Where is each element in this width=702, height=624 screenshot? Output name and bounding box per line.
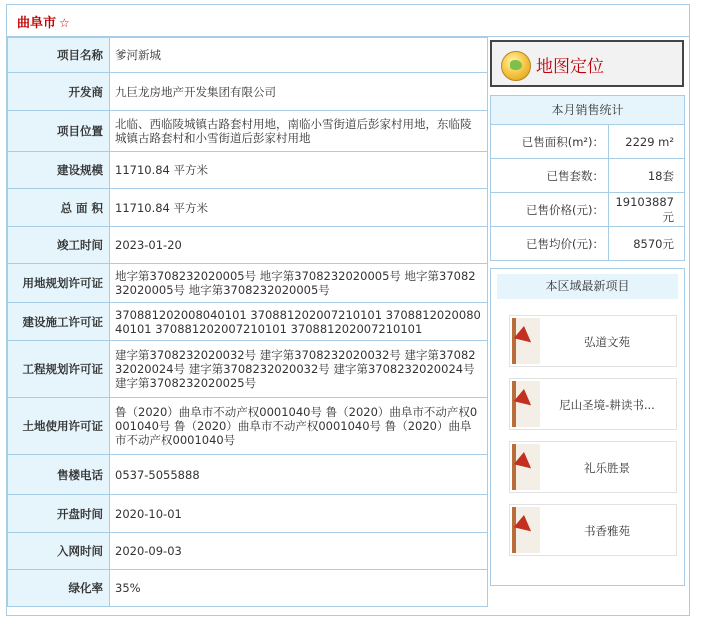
info-row (8, 495, 488, 533)
pointer-arrow-icon (514, 326, 537, 349)
info-value: 建字第3708232020032号 建字第3708232020032号 建字第3708232020024号 建字第3708232020032号 建字第3708232020024号 建字第3708232020025号 (110, 341, 488, 398)
map-locate-label: 地图定位 (536, 57, 604, 77)
info-value: 爹河新城 (110, 38, 488, 73)
recent-project-item[interactable] (509, 441, 677, 493)
info-value: 北临、西临陵城镇古路套村用地，南临小雪街道后彭家村用地，东临陵城镇古路套村和小雪街道后彭家村用地 (110, 111, 488, 152)
sales-value: 8570元 (609, 227, 685, 261)
monthly-sales-box (490, 95, 685, 261)
recent-title: 本区域最新项目 (497, 274, 678, 299)
recent-projects-box (490, 268, 685, 586)
info-label: 竣工时间 (8, 227, 110, 264)
pointer-arrow-icon (514, 452, 537, 475)
info-label: 绿化率 (8, 570, 110, 607)
favorite-star-icon[interactable]: ☆ (59, 16, 70, 30)
sales-row (491, 193, 684, 227)
sales-row (491, 227, 684, 261)
info-row (8, 227, 488, 264)
info-value: 370881202008040101 370881202007210101 370881202008040101 370881202007210101 370881202007210101 (110, 303, 488, 341)
sales-key: 已售均价(元)： (491, 227, 609, 261)
info-value: 11710.84 平方米 (110, 189, 488, 227)
project-thumbnail-icon (512, 381, 540, 427)
info-row (8, 73, 488, 111)
info-value: 0537-5055888 (110, 455, 488, 495)
info-value: 2023-01-20 (110, 227, 488, 264)
info-label: 开发商 (8, 73, 110, 111)
sales-row (491, 159, 684, 193)
info-row (8, 533, 488, 570)
panel-header (7, 5, 689, 37)
map-locate-button[interactable] (490, 40, 684, 87)
info-label: 入网时间 (8, 533, 110, 570)
info-label: 土地使用许可证 (8, 398, 110, 455)
info-value: 地字第3708232020005号 地字第3708232020005号 地字第3708232020005号 地字第3708232020005号 (110, 264, 488, 303)
sales-value: 2229 m² (625, 134, 674, 149)
info-label: 项目名称 (8, 38, 110, 73)
recent-project-item[interactable] (509, 378, 677, 430)
info-value: 2020-10-01 (110, 495, 488, 533)
info-label: 售楼电话 (8, 455, 110, 495)
info-value: 11710.84 平方米 (110, 152, 488, 189)
info-row (8, 152, 488, 189)
info-row (8, 38, 488, 73)
project-thumbnail-icon (512, 507, 540, 553)
project-detail-panel (6, 4, 690, 616)
info-row (8, 264, 488, 303)
sales-row (491, 125, 684, 159)
sales-value: 19103887元 (609, 193, 685, 227)
pointer-arrow-icon (514, 515, 537, 538)
project-info-table (7, 37, 488, 607)
info-label: 开盘时间 (8, 495, 110, 533)
info-row (8, 455, 488, 495)
recent-project-name[interactable]: 弘道文苑 (584, 335, 630, 349)
pointer-arrow-icon (514, 389, 537, 412)
sales-table (491, 125, 684, 260)
sales-key: 已售面积(m²)： (491, 125, 609, 159)
sales-title: 本月销售统计 (491, 96, 684, 125)
info-row (8, 341, 488, 398)
info-label: 用地规划许可证 (8, 264, 110, 303)
info-row (8, 303, 488, 341)
info-label: 工程规划许可证 (8, 341, 110, 398)
recent-project-name[interactable]: 书香雅苑 (584, 524, 630, 538)
info-label: 总 面 积 (8, 189, 110, 227)
info-label: 建设规模 (8, 152, 110, 189)
project-thumbnail-icon (512, 318, 540, 364)
info-row (8, 111, 488, 152)
info-row (8, 398, 488, 455)
recent-project-name[interactable]: 礼乐胜景 (584, 461, 630, 475)
sales-value: 18套 (609, 159, 685, 193)
city-title[interactable]: 曲阜市 ☆ (17, 16, 70, 31)
sales-key: 已售价格(元)： (491, 193, 609, 227)
map-globe-icon (501, 51, 531, 81)
recent-project-item[interactable] (509, 504, 677, 556)
project-thumbnail-icon (512, 444, 540, 490)
info-value: 九巨龙房地产开发集团有限公司 (110, 73, 488, 111)
info-row (8, 570, 488, 607)
info-value: 35% (110, 570, 488, 607)
info-row (8, 189, 488, 227)
info-label: 项目位置 (8, 111, 110, 152)
info-label: 建设施工许可证 (8, 303, 110, 341)
sales-key: 已售套数： (491, 159, 609, 193)
recent-project-name[interactable]: 尼山圣境-耕读书... (559, 398, 655, 412)
recent-project-item[interactable] (509, 315, 677, 367)
info-value: 鲁（2020）曲阜市不动产权0001040号 鲁（2020）曲阜市不动产权0001040号 鲁（2020）曲阜市不动产权0001040号 鲁（2020）曲阜市不动产权0001040号 (110, 398, 488, 455)
info-value: 2020-09-03 (110, 533, 488, 570)
